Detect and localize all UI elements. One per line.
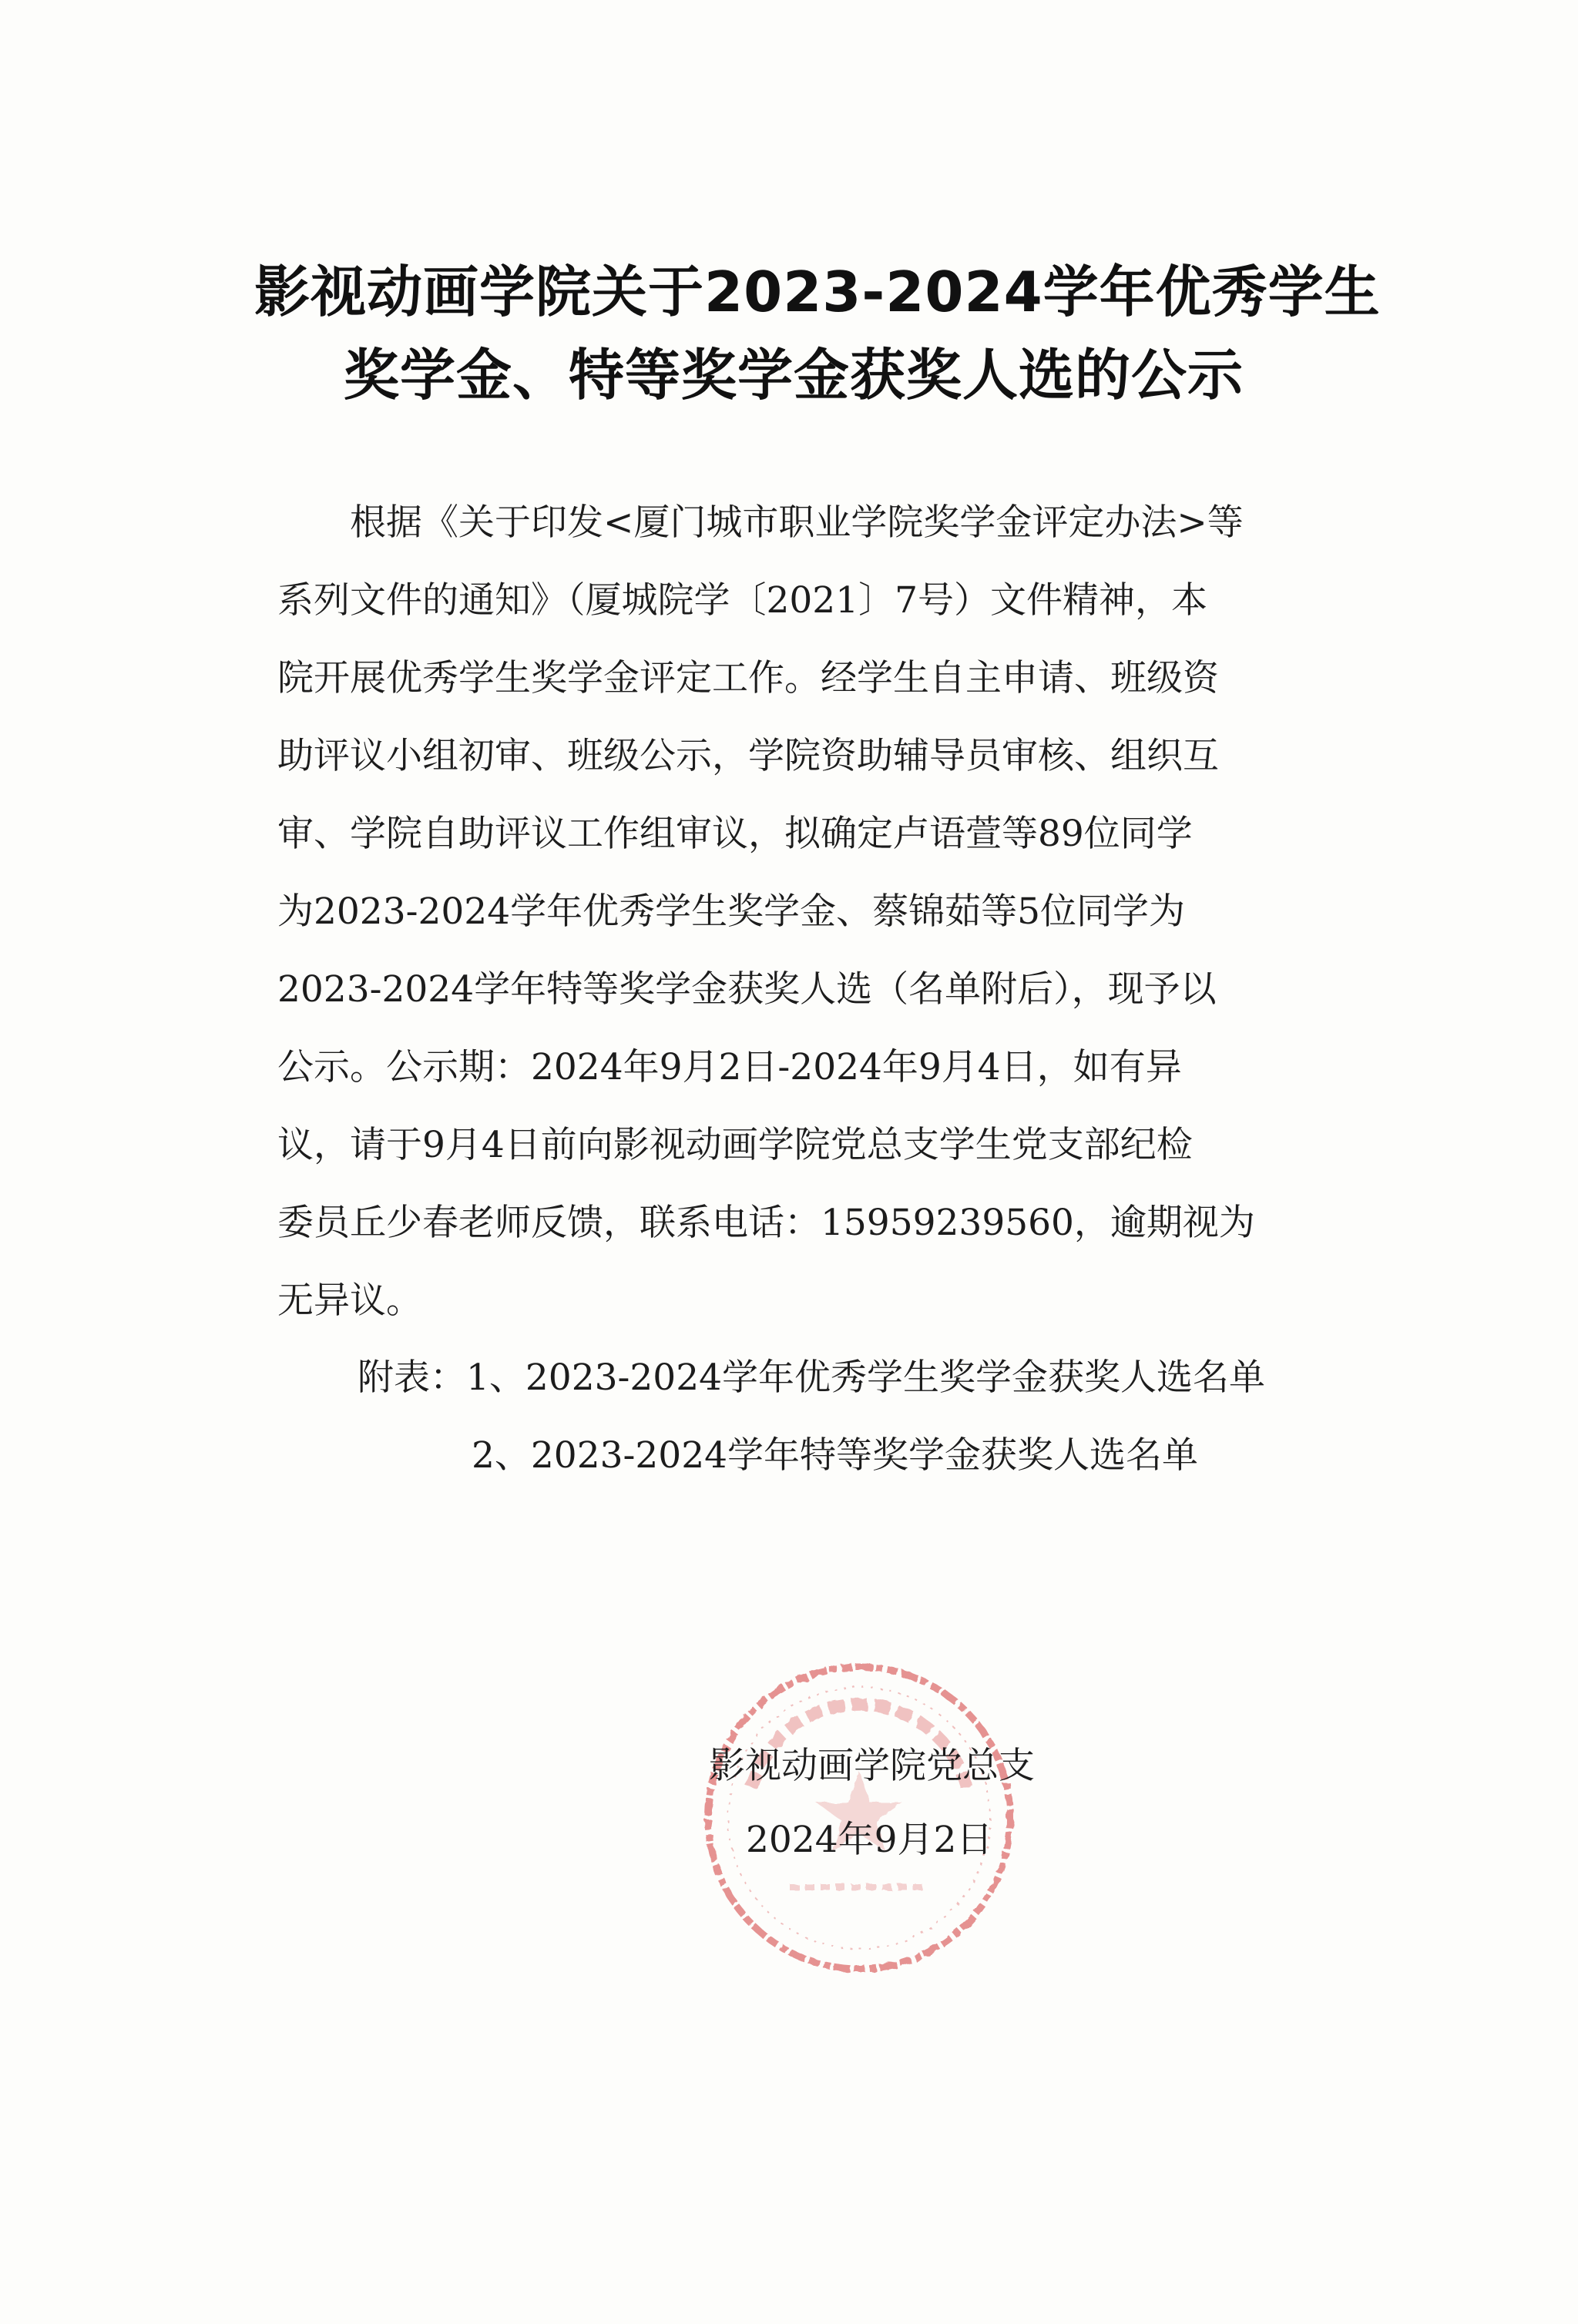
body-line-2: 系列文件的通知》（厦城院学〔2021〕7号）文件精神，本	[277, 579, 1208, 622]
body-line-10: 委员丘少春老师反馈，联系电话：15959239560，逾期视为	[277, 1202, 1255, 1244]
page-title	[254, 250, 1381, 417]
attachment-item-1: 附表：1、2023-2024学年优秀学生奖学金获奖人选名单	[358, 1357, 1266, 1399]
body-line-11: 无异议。	[277, 1279, 422, 1322]
body-line-7: 2023-2024学年特等奖学金获奖人选（名单附后），现予以	[277, 968, 1217, 1011]
body-line-8: 公示。公示期：2024年9月2日-2024年9月4日，如有异	[277, 1046, 1182, 1088]
body-line-9: 议，请于9月4日前向影视动画学院党总支学生党支部纪检	[277, 1124, 1193, 1166]
body-line-6: 为2023-2024学年优秀学生奖学金、蔡锦茹等5位同学为	[277, 890, 1186, 933]
signature-date: 2024年9月2日	[746, 1819, 993, 1861]
body-line-1: 根据《关于印发<厦门城市职业学院奖学金评定办法>等	[350, 501, 1244, 544]
attachment-item-2: 2、2023-2024学年特等奖学金获奖人选名单	[472, 1434, 1199, 1477]
body-line-3: 院开展优秀学生奖学金评定工作。经学生自主申请、班级资	[277, 657, 1219, 699]
body-line-5: 审、学院自助评议工作组审议，拟确定卢语萱等89位同学	[277, 813, 1193, 855]
signature-block	[709, 1729, 1125, 1877]
attachment-list	[277, 1339, 1302, 1494]
title-line-1: 影视动画学院关于2023-2024学年优秀学生	[254, 260, 1381, 324]
body-paragraph	[277, 484, 1302, 1340]
body-line-4: 助评议小组初审、班级公示，学院资助辅导员审核、组织互	[277, 735, 1219, 777]
signature-organization: 影视动画学院党总支	[709, 1745, 1035, 1787]
title-line-2: 奖学金、特等奖学金获奖人选的公示	[343, 343, 1244, 407]
